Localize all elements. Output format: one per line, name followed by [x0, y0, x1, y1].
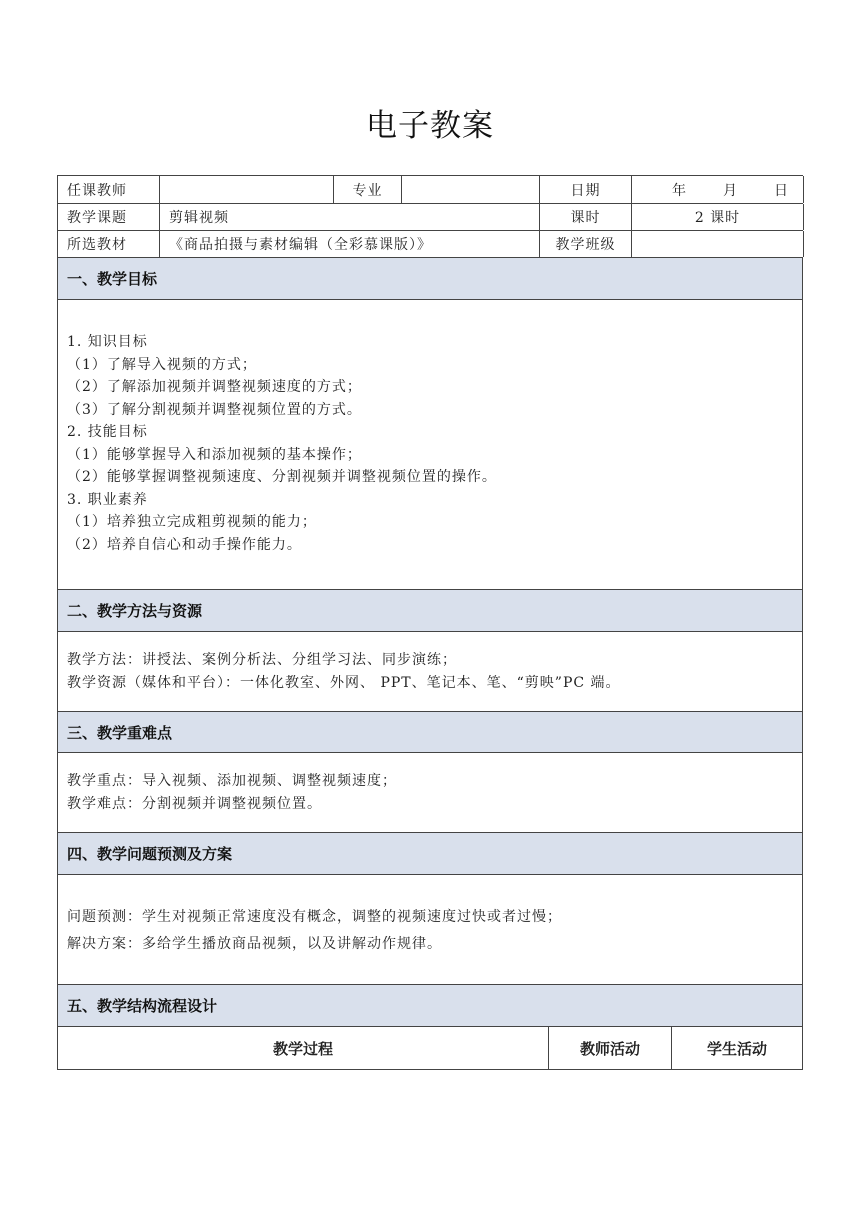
date-year-label: 年 [672, 182, 687, 199]
teacher-label: 任课教师 [58, 176, 160, 203]
flow-col-teacher: 教师活动 [549, 1027, 672, 1069]
info-row-teacher [57, 175, 803, 203]
keypoints-line: 教学重点：导入视频、添加视频、调整视频速度； [67, 773, 397, 789]
date-month-label: 月 [723, 182, 738, 199]
textbook-label: 所选教材 [58, 231, 160, 257]
flow-header-row [57, 1026, 803, 1070]
section-heading-keypoints: 三、教学重难点 [57, 711, 803, 752]
problems-line: 问题预测：学生对视频正常速度没有概念，调整的视频速度过快或者过慢； [67, 909, 562, 925]
goals-line: （2）培养自信心和动手操作能力。 [67, 536, 302, 553]
document-title: 电子教案 [366, 108, 494, 144]
section-heading-methods: 二、教学方法与资源 [57, 589, 803, 631]
class-label: 教学班级 [540, 231, 632, 257]
goals-line: 1. 知识目标 [67, 334, 148, 350]
section-body-methods [57, 631, 803, 711]
topic-value[interactable]: 剪辑视频 [160, 204, 540, 230]
goals-line: （1）培养独立完成粗剪视频的能力； [67, 514, 317, 530]
methods-line: 教学资源（媒体和平台）：一体化教室、外网、 PPT、笔记本、笔、“剪映”PC 端。 [67, 674, 621, 691]
section-body-goals [57, 299, 803, 589]
teacher-value[interactable] [160, 176, 334, 203]
hours-label: 课时 [540, 204, 632, 230]
goals-line: （1）能够掌握导入和添加视频的基本操作； [67, 446, 362, 463]
flow-col-process: 教学过程 [58, 1027, 549, 1069]
goals-line: 2. 技能目标 [67, 424, 148, 440]
textbook-value[interactable]: 《商品拍摄与素材编辑（全彩慕课版）》 [160, 231, 540, 257]
date-value[interactable] [632, 176, 804, 203]
goals-line: （2）了解添加视频并调整视频速度的方式； [67, 379, 362, 395]
goals-line: （1）了解导入视频的方式； [67, 356, 257, 373]
section-body-problems [57, 874, 803, 984]
section-heading-problems: 四、教学问题预测及方案 [57, 832, 803, 874]
info-row-topic [57, 203, 803, 230]
flow-col-student: 学生活动 [706, 1039, 767, 1058]
hours-value[interactable]: 2 课时 [632, 204, 804, 230]
section-body-keypoints [57, 752, 803, 832]
date-day-label: 日 [774, 182, 789, 199]
section-heading-flow: 五、教学结构流程设计 [57, 984, 803, 1026]
major-value[interactable] [402, 176, 540, 203]
goals-line: （3）了解分割视频并调整视频位置的方式。 [67, 401, 362, 418]
goals-line: （2）能够掌握调整视频速度、分割视频并调整视频位置的操作。 [67, 469, 497, 485]
problems-line: 解决方案：多给学生播放商品视频，以及讲解动作规律。 [67, 936, 442, 952]
lesson-plan-table [57, 175, 803, 1070]
topic-label: 教学课题 [58, 204, 160, 230]
info-row-textbook [57, 230, 803, 257]
section-heading-goals: 一、教学目标 [57, 257, 803, 299]
major-label: 专业 [334, 176, 402, 203]
keypoints-line: 教学难点：分割视频并调整视频位置。 [67, 795, 322, 812]
class-value[interactable] [632, 231, 804, 257]
goals-line: 3. 职业素养 [67, 491, 148, 508]
methods-line: 教学方法：讲授法、案例分析法、分组学习法、同步演练； [67, 652, 457, 668]
date-label: 日期 [540, 176, 632, 203]
